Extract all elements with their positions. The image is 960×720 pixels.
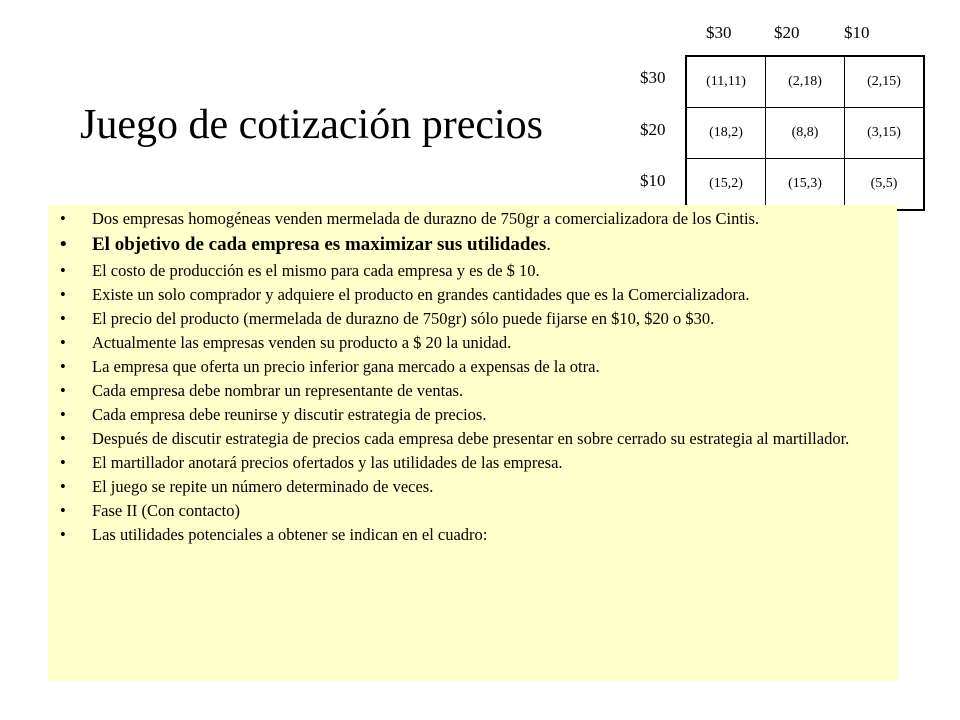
bullet-item xyxy=(60,311,888,327)
bullet-marker: • xyxy=(60,405,66,424)
bullet-item xyxy=(60,235,888,255)
payoff-row xyxy=(686,108,924,159)
payoff-cell: (15,2) xyxy=(686,159,766,211)
column-header-10: $10 xyxy=(844,23,870,42)
bullet-marker: • xyxy=(60,501,66,520)
bullet-marker: • xyxy=(60,333,66,352)
bullet-text: Cada empresa debe reunirse y discutir estrategia de precios. xyxy=(92,405,487,424)
payoff-row xyxy=(686,159,924,211)
bullet-text: Actualmente las empresas venden su producto a $ 20 la unidad. xyxy=(92,333,512,352)
bullet-marker: • xyxy=(60,209,66,228)
bullet-text: Cada empresa debe nombrar un representante de ventas. xyxy=(92,381,464,400)
bullet-text: La empresa que oferta un precio inferior gana mercado a expensas de la otra. xyxy=(92,357,600,376)
bullet-item xyxy=(60,359,888,375)
column-header-20: $20 xyxy=(774,23,800,42)
bullet-marker: • xyxy=(60,525,66,544)
bullet-marker: • xyxy=(60,429,66,448)
bullet-item xyxy=(60,383,888,399)
payoff-cell: (18,2) xyxy=(686,108,766,159)
bullet-text: Las utilidades potenciales a obtener se indican en el cuadro: xyxy=(92,525,488,544)
bullet-marker: • xyxy=(60,357,66,376)
payoff-row xyxy=(686,56,924,108)
bullet-marker: • xyxy=(60,234,67,255)
row-header-30: $30 xyxy=(640,68,666,87)
bullet-suffix: . xyxy=(546,234,551,255)
bullet-item xyxy=(60,287,888,303)
bullet-item xyxy=(60,479,888,495)
bullet-list xyxy=(60,211,888,551)
bullet-item xyxy=(60,503,888,519)
bullet-text: El precio del producto (mermelada de durazno de 750gr) sólo puede fijarse en $10, $20 o $30. xyxy=(92,309,715,328)
bullet-text: El objetivo de cada empresa es maximizar sus utilidades xyxy=(92,234,547,255)
bullet-item xyxy=(60,431,888,447)
bullet-marker: • xyxy=(60,453,66,472)
bullet-marker: • xyxy=(60,381,66,400)
payoff-cell: (15,3) xyxy=(766,159,845,211)
payoff-cell: (2,15) xyxy=(845,56,925,108)
payoff-cell: (2,18) xyxy=(766,56,845,108)
bullet-marker: • xyxy=(60,285,66,304)
bullet-item xyxy=(60,335,888,351)
bullet-text: Dos empresas homogéneas venden mermelada de durazno de 750gr a comercializadora de los Cintis. xyxy=(92,209,760,228)
payoff-cell: (5,5) xyxy=(845,159,925,211)
bullet-marker: • xyxy=(60,309,66,328)
bullet-text: El costo de producción es el mismo para cada empresa y es de $ 10. xyxy=(92,261,540,280)
payoff-matrix xyxy=(685,55,925,211)
row-header-20: $20 xyxy=(640,120,666,139)
bullet-item xyxy=(60,263,888,279)
bullet-text: El martillador anotará precios ofertados y las utilidades de las empresa. xyxy=(92,453,563,472)
payoff-cell: (11,11) xyxy=(686,56,766,108)
bullet-item xyxy=(60,211,888,227)
column-header-30: $30 xyxy=(706,23,732,42)
row-header-10: $10 xyxy=(640,171,666,190)
bullet-text: El juego se repite un número determinado de veces. xyxy=(92,477,434,496)
payoff-cell: (8,8) xyxy=(766,108,845,159)
bullet-text: Existe un solo comprador y adquiere el producto en grandes cantidades que es la Comercializadora. xyxy=(92,285,750,304)
bullet-marker: • xyxy=(60,261,66,280)
bullet-item xyxy=(60,407,888,423)
payoff-cell: (3,15) xyxy=(845,108,925,159)
bullet-marker: • xyxy=(60,477,66,496)
bullet-item xyxy=(60,527,888,543)
bullet-text: Después de discutir estrategia de precios cada empresa debe presentar en sobre cerrado su estrategia al martillador. xyxy=(92,429,850,448)
bullet-text: Fase II (Con contacto) xyxy=(92,501,240,520)
slide-title: Juego de cotización precios xyxy=(80,102,543,148)
bullet-item xyxy=(60,455,888,471)
